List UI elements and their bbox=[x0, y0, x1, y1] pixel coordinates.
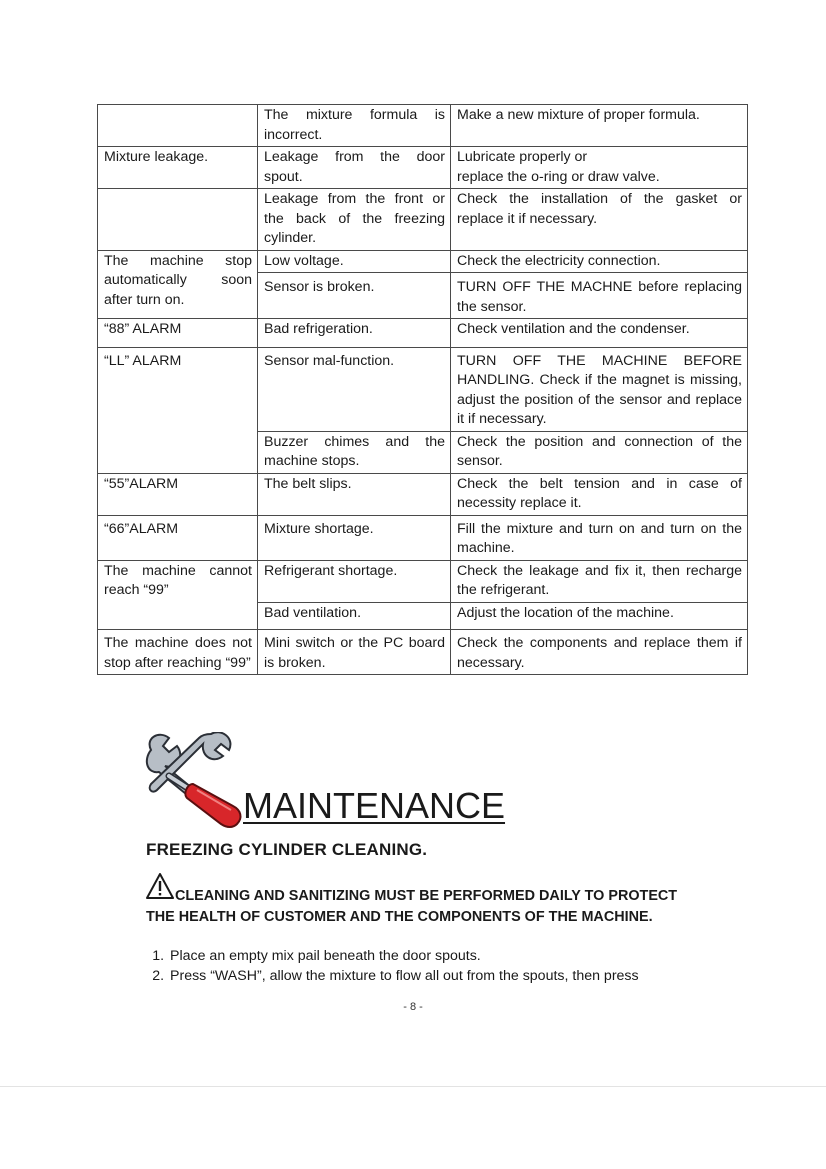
section-title: FREEZING CYLINDER CLEANING. bbox=[146, 840, 428, 859]
table-cell-remedy: Check the leakage and fix it, then recharge the refrigerant. bbox=[451, 560, 748, 602]
troubleshooting-table bbox=[97, 104, 748, 675]
warning-triangle-icon bbox=[146, 872, 174, 900]
table-row bbox=[98, 630, 748, 675]
table-cell-symptom: “66”ALARM bbox=[98, 515, 258, 560]
table-cell-remedy: Check ventilation and the condenser. bbox=[451, 319, 748, 348]
table-row bbox=[98, 319, 748, 348]
table-cell-cause: The mixture formula is incorrect. bbox=[258, 105, 451, 147]
table-cell-cause: Mini switch or the PC board is broken. bbox=[258, 630, 451, 675]
table-row bbox=[98, 515, 748, 560]
table-cell-symptom bbox=[98, 189, 258, 251]
table-cell-cause: Bad refrigeration. bbox=[258, 319, 451, 348]
table-cell-remedy: Check the installation of the gasket or replace it if necessary. bbox=[451, 189, 748, 251]
table-cell-symptom: “55”ALARM bbox=[98, 473, 258, 515]
table-cell-remedy: Fill the mixture and turn on and turn on the machine. bbox=[451, 515, 748, 560]
table-cell-symptom: The machine stop automatically soon after turn on. bbox=[98, 250, 258, 319]
table-cell-cause: The belt slips. bbox=[258, 473, 451, 515]
divider bbox=[0, 1086, 826, 1087]
table-cell-remedy: Check the components and replace them if necessary. bbox=[451, 630, 748, 675]
table-cell-cause: Leakage from the door spout. bbox=[258, 147, 451, 189]
table-cell-cause: Sensor mal-function. bbox=[258, 347, 451, 431]
table-row bbox=[98, 560, 748, 602]
list-item: 2. Press “WASH”, allow the mixture to flow all out from the spouts, then press bbox=[168, 966, 728, 986]
table-row bbox=[98, 250, 748, 273]
table-cell-remedy: TURN OFF THE MACHNE before replacing the sensor. bbox=[451, 273, 748, 319]
table-cell-cause: Bad ventilation. bbox=[258, 602, 451, 630]
steps-list bbox=[146, 946, 728, 986]
table-cell-remedy: Check the belt tension and in case of necessity replace it. bbox=[451, 473, 748, 515]
table-cell-remedy: Adjust the location of the machine. bbox=[451, 602, 748, 630]
table-cell-cause: Buzzer chimes and the machine stops. bbox=[258, 431, 451, 473]
table-cell-cause: Sensor is broken. bbox=[258, 273, 451, 319]
table-cell-remedy: Check the position and connection of the sensor. bbox=[451, 431, 748, 473]
table-row bbox=[98, 147, 748, 189]
table-cell-cause: Leakage from the front or the back of the freezing cylinder. bbox=[258, 189, 451, 251]
table-cell-symptom: “88” ALARM bbox=[98, 319, 258, 348]
table-cell-symptom: The machine cannot reach “99” bbox=[98, 560, 258, 630]
table-cell-remedy: Make a new mixture of proper formula. bbox=[451, 105, 748, 147]
table-cell-symptom: “LL” ALARM bbox=[98, 347, 258, 473]
list-item: 1. Place an empty mix pail beneath the door spouts. bbox=[168, 946, 728, 966]
table-cell-remedy: TURN OFF THE MACHINE BEFORE HANDLING. Check if the magnet is missing, adjust the position of the sensor and replace it if necessary. bbox=[451, 347, 748, 431]
table-row bbox=[98, 189, 748, 251]
table-cell-remedy: Lubricate properly or replace the o-ring or draw valve. bbox=[451, 147, 748, 189]
table-cell-cause: Low voltage. bbox=[258, 250, 451, 273]
table-cell-cause: Refrigerant shortage. bbox=[258, 560, 451, 602]
table-cell-symptom: Mixture leakage. bbox=[98, 147, 258, 189]
table-cell-symptom: The machine does not stop after reaching “99” bbox=[98, 630, 258, 675]
warning-block bbox=[146, 872, 706, 928]
maintenance-title: MAINTENANCE bbox=[243, 785, 506, 826]
table-row bbox=[98, 473, 748, 515]
table-cell-symptom bbox=[98, 105, 258, 147]
table-row bbox=[98, 105, 748, 147]
warning-text: CLEANING AND SANITIZING MUST BE PERFORMED DAILY TO PROTECT THE HEALTH OF CUSTOMER AND THE COMPONENTS OF THE MACHINE. bbox=[146, 888, 678, 925]
page-number: - 8 - bbox=[403, 1001, 423, 1013]
table-row bbox=[98, 347, 748, 431]
table-cell-cause: Mixture shortage. bbox=[258, 515, 451, 560]
table-cell-remedy: Check the electricity connection. bbox=[451, 250, 748, 273]
